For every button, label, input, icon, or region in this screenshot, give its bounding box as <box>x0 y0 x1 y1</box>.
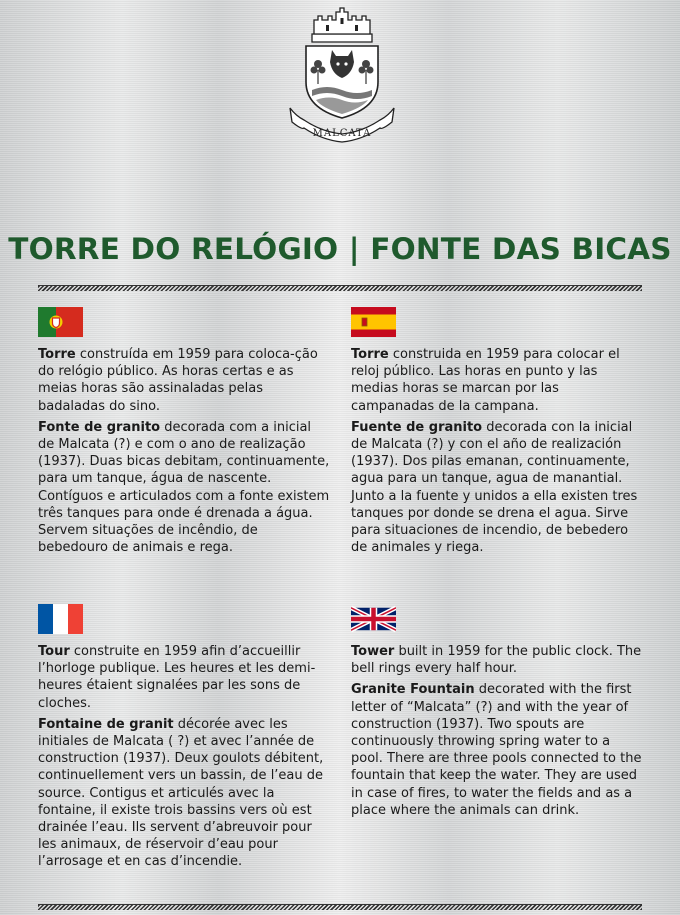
bottom-divider <box>38 904 642 910</box>
fountain-paragraph-en: Granite Fountain decorated with the first letter of “Malcata” (?) and with the year of construction (1937). Two spouts are continuously throwing spring water to a pool. There are three pools connected to the fountain that keep the water. They are used in case of fires, to water the fields and as a place where the animals can drink. <box>351 682 642 818</box>
france-flag-icon <box>38 604 83 634</box>
fountain-paragraph-fr: Fontaine de granit décorée avec les initiales de Malcata ( ?) et avec l’année de construction (1937). Deux goulots débitent, continuellement vers un bassin, de l’eau de source. Contigus et articulés avec la fontaine, il existe trois bassins vers où est drainée l’eau. Ils servent d’abreuvoir pour les animaux, de réservoir d’eau pour l’arrosage et en cas d’incendie. <box>38 716 324 870</box>
uk-flag-icon <box>351 604 396 634</box>
portugal-flag-icon <box>38 307 83 337</box>
portuguese-text <box>38 346 330 560</box>
fountain-paragraph-pt: Fonte de granito decorada com a inicial de Malcata (?) e com o ano de realização (1937). Duas bicas debitam, continuamente, para um tanque, água de nascente. Contíguos e articulados com a fonte existem três tanques para onde é drenada a água. Servem situações de incêndio, de bebedouro de animais e rega. <box>38 419 330 556</box>
french-text <box>38 643 330 875</box>
spain-flag-icon <box>351 307 396 337</box>
title-divider <box>38 285 642 291</box>
english-text <box>351 643 643 823</box>
tower-paragraph-en: Tower built in 1959 for the public clock. The bell rings every half hour. <box>351 644 642 677</box>
svg-text:MALCATA: MALCATA <box>312 128 372 139</box>
malcata-coat-of-arms-icon <box>282 4 402 144</box>
fountain-paragraph-es: Fuente de granito decorada con la inicial de Malcata (?) y con el año de realización (1937). Dos pilas emanan, continuamente, agua para un tanque, agua de manantial. Junto a la fuente y unidos a ella existen tres tanques por donde se drena el agua. Sirve para situaciones de incendio, de bebedero de animales y riega. <box>351 419 638 556</box>
tower-paragraph-pt: Torre construída em 1959 para coloca-ção do relógio público. As horas certas e as meias horas são assinaladas pelas badaladas do sino. <box>38 347 318 414</box>
tower-paragraph-fr: Tour construite en 1959 afin d’accueillir l’horloge publique. Les heures et les demi-heures étaient signalées par les sons de cloches. <box>38 644 316 711</box>
tower-paragraph-es: Torre construida en 1959 para colocar el reloj público. Las horas en punto y las medias horas se marcan por las campanadas de la campana. <box>351 347 620 414</box>
page-title: TORRE DO RELÓGIO | FONTE DAS BICAS <box>8 232 672 266</box>
spanish-text <box>351 346 643 560</box>
